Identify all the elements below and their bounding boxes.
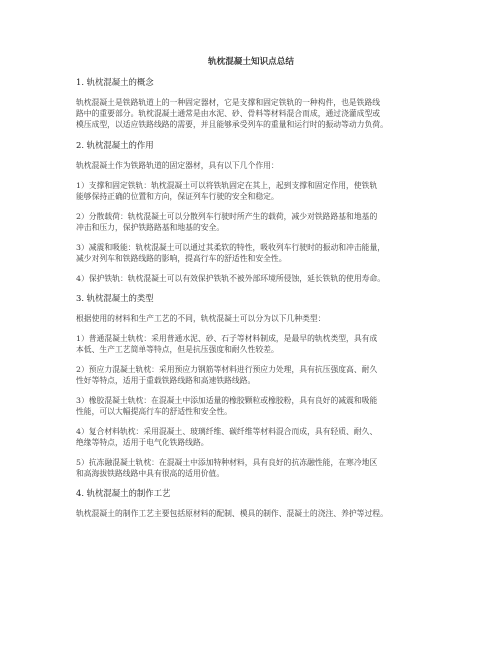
section-heading: 1. 轨枕混凝土的概念 [76,77,154,87]
text-line: 3）橡胶混凝土轨枕：在混凝土中添加适量的橡胶颗粒或橡胶粉，具有良好的减震和吸能 [76,395,378,405]
text-line: 5）抗冻融混凝土轨枕：在混凝土中添加特种材料，具有良好的抗冻融性能，在寒冷地区 [76,457,378,467]
text-line: 根据使用的材料和生产工艺的不同，轨枕混凝土可以分为以下几种类型： [76,314,326,324]
text-line: 减少对列车和铁路线路的影响，提高行车的舒适性和安全性。 [76,253,287,263]
paragraph [76,97,436,131]
section-process [76,487,436,519]
text-line: 2）分散载荷：轨枕混凝土可以分散列车行驶时所产生的载荷，减少对铁路路基和地基的 [76,211,378,221]
text-line: 轨枕混凝土的制作工艺主要包括原材料的配制、模具的制作、混凝土的浇注、养护等过程。 [76,509,388,519]
text-line: 冲击和压力，保护铁路路基和地基的安全。 [76,222,225,232]
document-body [76,76,436,520]
list-item [76,180,436,202]
section-heading: 2. 轨枕混凝土的作用 [76,140,154,151]
text-line: 和高海拔铁路线路中具有很高的适用价值。 [76,468,225,478]
text-line: 模压成型，以适应铁路线路的需要，并且能够承受列车的重量和运行时的振动等动力负荷。 [76,120,388,130]
list-item [76,242,436,264]
paragraph [76,508,436,519]
text-line: 本低、生产工艺简单等特点，但是抗压强度和耐久性较差。 [76,345,279,355]
section-types [76,292,436,479]
list-item [76,333,436,355]
text-line: 4）保护铁轨：轨枕混凝土可以有效保护铁轨不被外部环境所侵蚀，延长铁轨的使用寿命。 [76,273,386,283]
text-line: 2）预应力混凝土轨枕：采用预应力钢筋等材料进行预应力处理，具有抗压强度高、耐久 [76,364,378,374]
section-function [76,139,436,284]
text-line: 3）减震和吸能：轨枕混凝土可以通过其柔软的特性，吸收列车行驶时的振动和冲击能量， [76,242,386,252]
list-item [76,395,436,417]
list-item [76,273,436,284]
list-item [76,457,436,479]
text-line: 1）普通混凝土轨枕：采用普通水泥、砂、石子等材料制成，是最早的轨枕类型，具有成 [76,333,378,343]
section-concept [76,76,436,131]
section-heading: 3. 轨枕混凝土的类型 [76,293,154,304]
text-line: 轨枕混凝土是铁路轨道上的一种固定器材，它是支撑和固定铁轨的一种构件，也是铁路线 [76,98,381,107]
text-line: 1）支撑和固定铁轨：轨枕混凝土可以将铁轨固定在其上，起到支撑和固定作用，使铁轨 [76,180,378,190]
paragraph [76,160,436,171]
text-line: 4）复合材料轨枕：采用混凝土、玻璃纤维、碳纤维等材料混合而成，具有轻质、耐久、 [76,426,378,436]
list-item [76,426,436,448]
section-heading: 4. 轨枕混凝土的制作工艺 [76,488,171,499]
text-line: 绝缘等特点，适用于电气化铁路线路。 [76,437,209,447]
text-line: 能够保持正确的位置和方向，保证列车行驶的安全和稳定。 [76,192,279,202]
list-item [76,364,436,386]
list-item [76,211,436,233]
text-line: 性好等特点，适用于重载铁路线路和高速铁路线路。 [76,376,256,386]
text-line: 性能，可以大幅提高行车的舒适性和安全性。 [76,406,232,416]
text-line: 轨枕混凝土作为铁路轨道的固定器材，具有以下几个作用： [76,161,279,171]
paragraph [76,313,436,324]
text-line: 路中的重要部分。轨枕混凝土通常是由水泥、砂、骨料等材料混合而成，通过浇灌成型或 [76,109,381,119]
document-title: 轨枕混凝土知识点总结 [208,57,294,67]
